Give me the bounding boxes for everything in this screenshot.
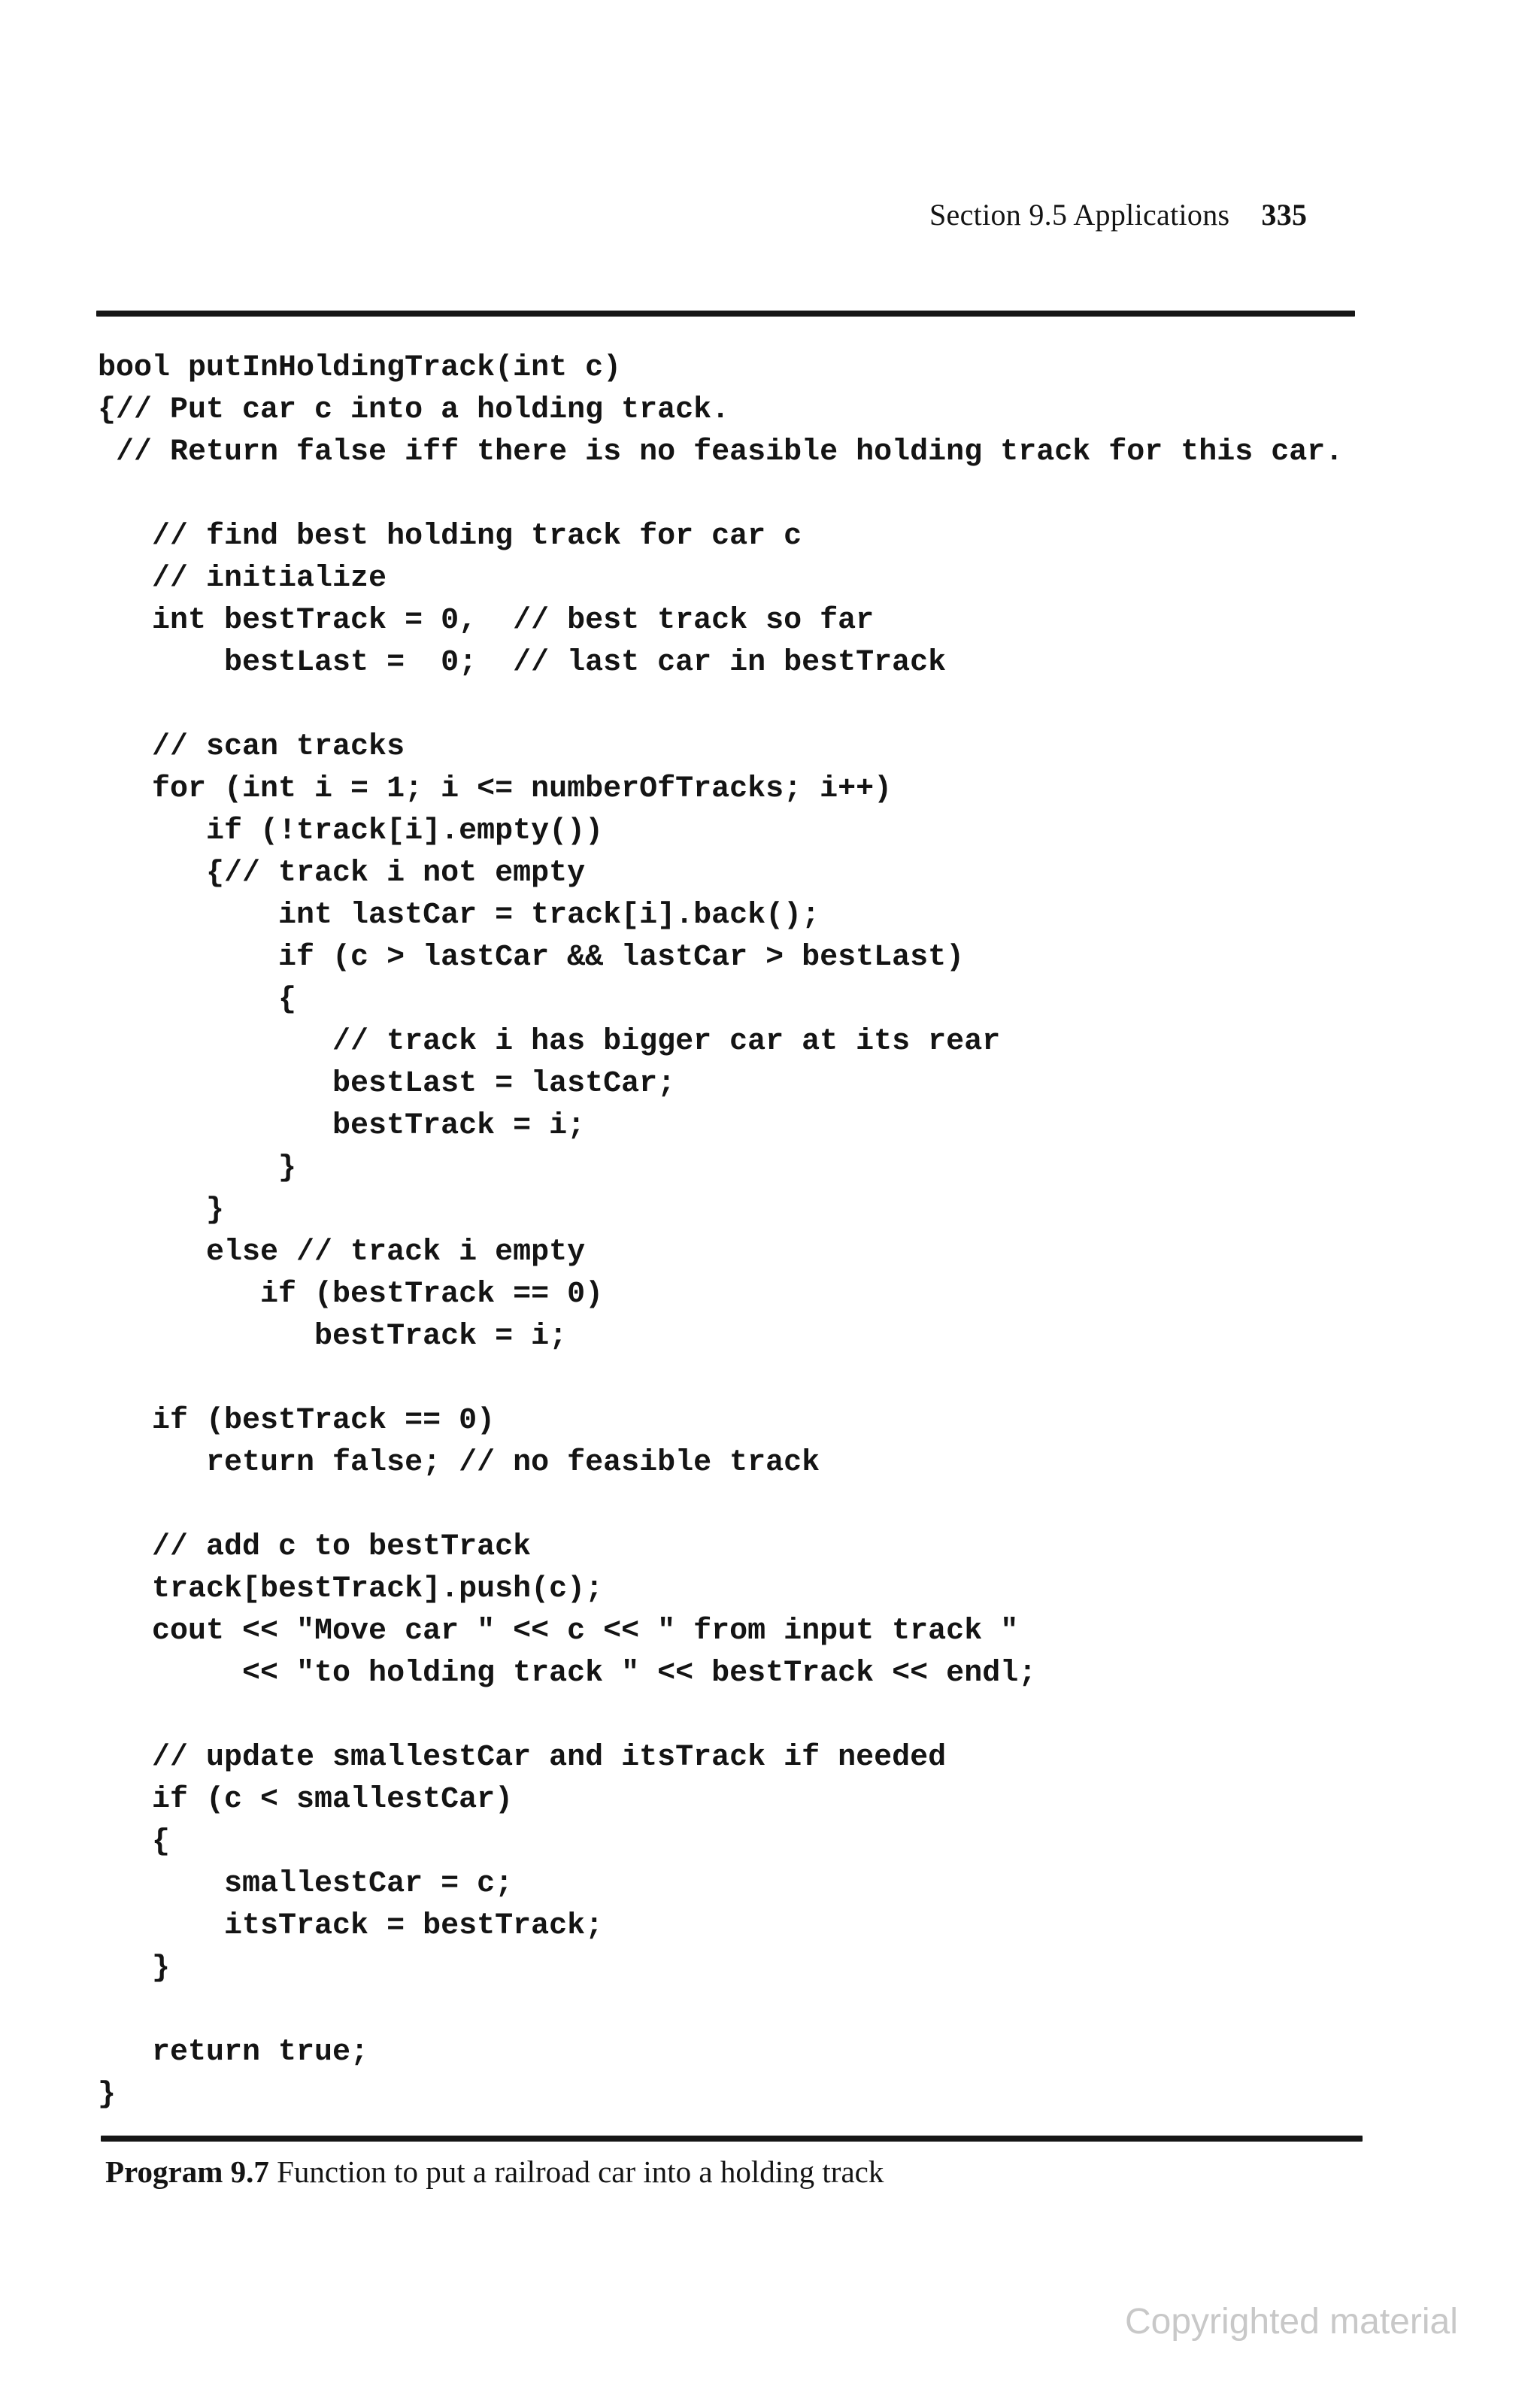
code-line: } (98, 1951, 171, 1985)
code-line: << "to holding track " << bestTrack << endl; (98, 1657, 1037, 1690)
code-line: itsTrack = bestTrack; (98, 1909, 604, 1943)
code-line: if (!track[i].empty()) (98, 814, 604, 848)
code-line: cout << "Move car " << c << " from input track " (98, 1614, 1019, 1648)
code-line: } (98, 1193, 225, 1227)
code-line: // track i has bigger car at its rear (98, 1025, 1001, 1059)
code-line: smallestCar = c; (98, 1867, 514, 1901)
code-line: // Return false iff there is no feasible holding track for this car. (98, 435, 1344, 469)
program-caption (105, 2154, 884, 2190)
code-line: if (bestTrack == 0) (98, 1278, 604, 1311)
code-line: // update smallestCar and itsTrack if needed (98, 1741, 947, 1775)
code-line: // scan tracks (98, 730, 405, 764)
code-line: if (c > lastCar && lastCar > bestLast) (98, 941, 965, 975)
page-number: 335 (1261, 198, 1308, 232)
code-line: } (98, 1151, 297, 1185)
code-line: bool putInHoldingTrack(int c) (98, 351, 622, 385)
top-rule (96, 311, 1355, 317)
code-line: } (98, 2078, 117, 2112)
code-line (98, 474, 1343, 516)
caption-text: Function to put a railroad car into a holding track (268, 2154, 884, 2189)
running-head (929, 197, 1307, 232)
code-line (98, 684, 1343, 726)
code-line: bestLast = lastCar; (98, 1067, 676, 1101)
code-line: { (98, 1825, 171, 1859)
code-line: int bestTrack = 0, // best track so far (98, 604, 875, 638)
code-line: // initialize (98, 562, 387, 596)
code-line: bestLast = 0; // last car in bestTrack (98, 646, 947, 680)
caption-label: Program 9.7 (105, 2154, 269, 2189)
bottom-rule (101, 2136, 1363, 2142)
code-line: if (bestTrack == 0) (98, 1404, 496, 1438)
code-line: for (int i = 1; i <= numberOfTracks; i++) (98, 772, 893, 806)
code-line: // add c to bestTrack (98, 1530, 532, 1564)
code-line (98, 1358, 1343, 1400)
code-line: bestTrack = i; (98, 1109, 586, 1143)
code-line: { (98, 983, 297, 1017)
code-line: if (c < smallestCar) (98, 1783, 514, 1817)
code-line: track[bestTrack].push(c); (98, 1572, 604, 1606)
code-line: return true; (98, 2036, 369, 2069)
code-line: // find best holding track for car c (98, 520, 802, 553)
section-title: Section 9.5 Applications (929, 198, 1230, 232)
code-line: int lastCar = track[i].back(); (98, 899, 820, 932)
code-line: return false; // no feasible track (98, 1446, 820, 1480)
code-line (98, 1484, 1343, 1526)
copyright-watermark: Copyrighted material (1125, 2302, 1458, 2342)
code-line: else // track i empty (98, 1235, 586, 1269)
code-line (98, 1990, 1343, 2032)
code-listing (98, 347, 1343, 2116)
code-line (98, 1695, 1343, 1737)
code-line: {// track i not empty (98, 856, 586, 890)
code-line: bestTrack = i; (98, 1320, 568, 1354)
code-line: {// Put car c into a holding track. (98, 393, 730, 427)
